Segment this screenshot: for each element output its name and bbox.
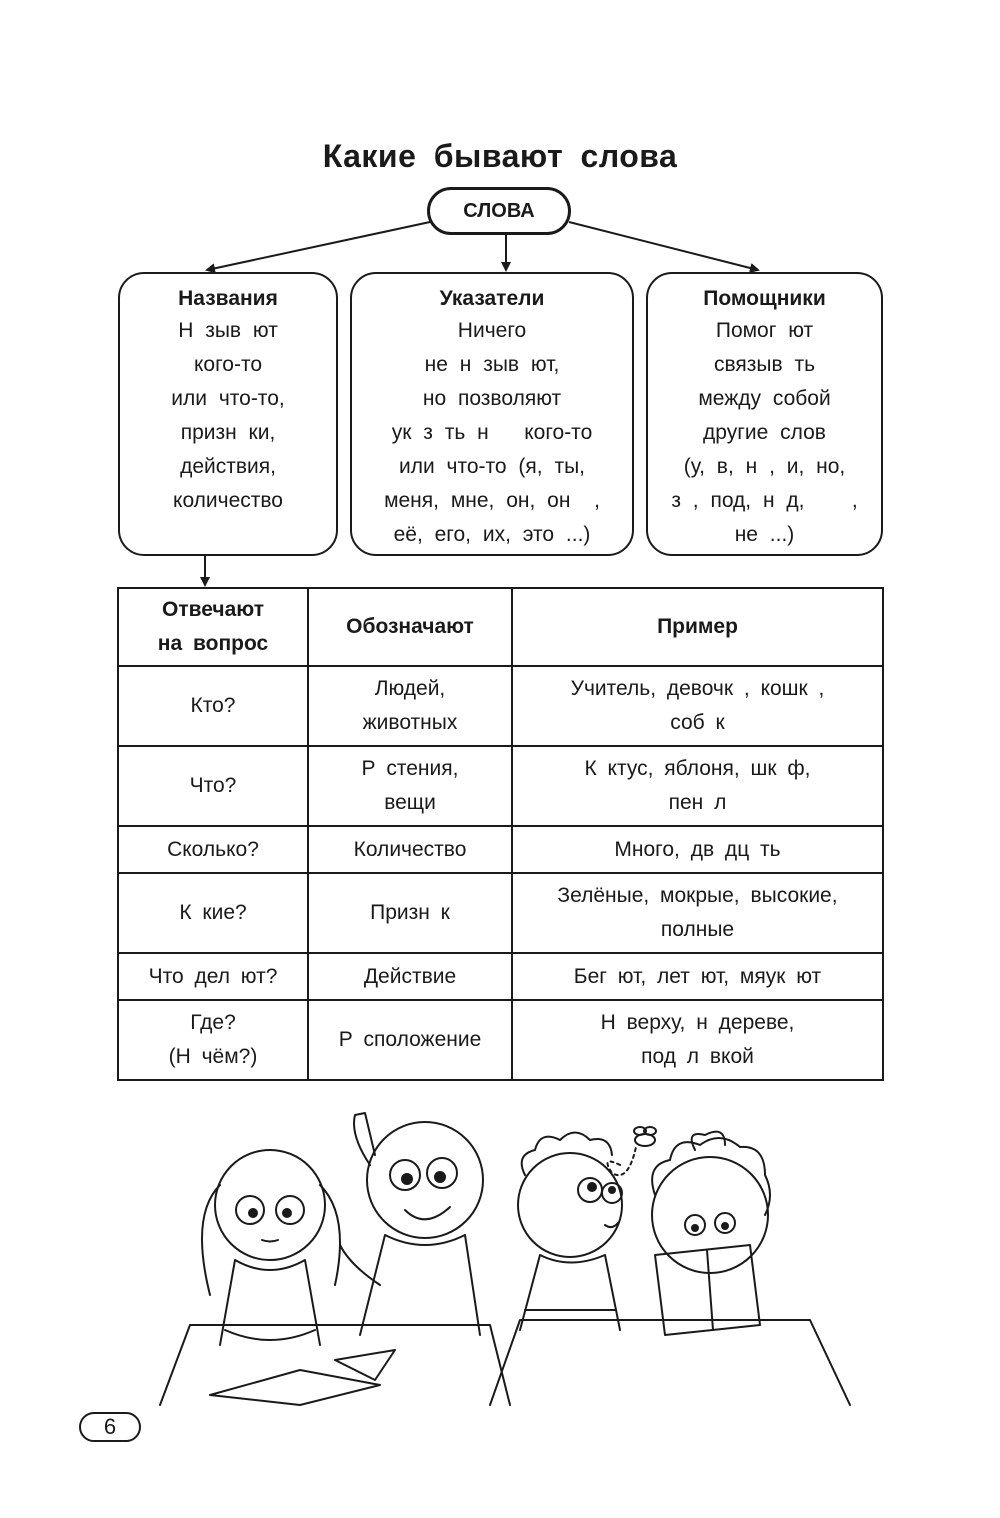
boy-looking-at-bee — [518, 1133, 622, 1331]
category-heading: Названия — [178, 287, 278, 310]
category-line: или что-то (я, ты, — [398, 455, 586, 478]
open-notebook — [210, 1370, 380, 1405]
category-line: действия, — [180, 455, 276, 478]
category-line: з , под, н д, , — [671, 489, 858, 512]
category-line: связыв ть — [713, 353, 816, 376]
cell-meaning: Людей, животных — [308, 666, 512, 746]
girl-reading-book — [652, 1132, 770, 1335]
category-line: меня, мне, он, он , — [384, 489, 600, 512]
category-line: её, его, их, это ...) — [393, 523, 591, 546]
cell-example: Много, дв дц ть — [512, 826, 883, 873]
cell-meaning: Количество — [308, 826, 512, 873]
category-line: (у, в, н , и, но, — [683, 455, 846, 478]
category-pointers — [350, 272, 634, 556]
cell-question: Кто? — [118, 666, 308, 746]
header-meaning: Обозначают — [308, 588, 512, 666]
table-header-row — [118, 588, 883, 666]
cell-example: Н верху, н дереве, под л вкой — [512, 1000, 883, 1080]
triangle-ruler — [335, 1350, 395, 1380]
table-row — [118, 873, 883, 953]
table-row — [118, 746, 883, 826]
cell-question: К кие? — [118, 873, 308, 953]
cell-meaning: Действие — [308, 953, 512, 1000]
desk-right — [490, 1320, 850, 1405]
category-line: или что-то, — [171, 387, 285, 410]
desk-left — [160, 1325, 510, 1405]
category-line: между собой — [698, 387, 831, 410]
category-line: Помог ют — [715, 319, 814, 342]
cell-meaning: Р стения, вещи — [308, 746, 512, 826]
category-line: Ничего — [457, 319, 527, 342]
children-at-desks-illustration — [150, 1095, 860, 1425]
category-line: количество — [173, 489, 283, 512]
table-row — [118, 1000, 883, 1080]
girl-with-pigtails — [202, 1150, 340, 1345]
cell-example: Зелёные, мокрые, высокие, полные — [512, 873, 883, 953]
cell-question: Сколько? — [118, 826, 308, 873]
header-example: Пример — [512, 588, 883, 666]
table-row — [118, 953, 883, 1000]
category-line: Н зыв ют — [178, 319, 278, 342]
arrow-to-names — [207, 222, 430, 270]
page-number: 6 — [79, 1412, 141, 1442]
table-row — [118, 666, 883, 746]
bee-icon — [608, 1127, 657, 1175]
cell-meaning: Р сположение — [308, 1000, 512, 1080]
header-question: Отвечают на вопрос — [118, 588, 308, 666]
cell-example: Учитель, девочк , кошк , соб к — [512, 666, 883, 746]
arrow-to-helpers — [569, 222, 758, 270]
category-line: не ...) — [734, 523, 795, 546]
cell-question: Что? — [118, 746, 308, 826]
cell-example: Бег ют, лет ют, мяук ют — [512, 953, 883, 1000]
category-heading: Указатели — [439, 287, 545, 310]
category-line: но позволяют — [422, 387, 562, 410]
category-line: ук з ть н кого-то — [391, 421, 593, 444]
root-node-words: СЛОВА — [427, 187, 571, 235]
page-title: Какие бывают слова — [322, 138, 678, 174]
category-line: не н зыв ют, — [424, 353, 560, 376]
table-row — [118, 826, 883, 873]
cell-meaning: Призн к — [308, 873, 512, 953]
category-helpers — [646, 272, 883, 556]
category-line: призн ки, — [180, 421, 276, 444]
category-line: другие слов — [703, 421, 826, 444]
boy-raising-hand — [340, 1113, 483, 1335]
category-line: кого-то — [193, 353, 263, 376]
word-types-table — [117, 587, 884, 1081]
category-names — [118, 272, 338, 556]
cell-question: Где? (Н чём?) — [118, 1000, 308, 1080]
category-heading: Помощники — [703, 287, 826, 310]
cell-question: Что дел ют? — [118, 953, 308, 1000]
cell-example: К ктус, яблоня, шк ф, пен л — [512, 746, 883, 826]
